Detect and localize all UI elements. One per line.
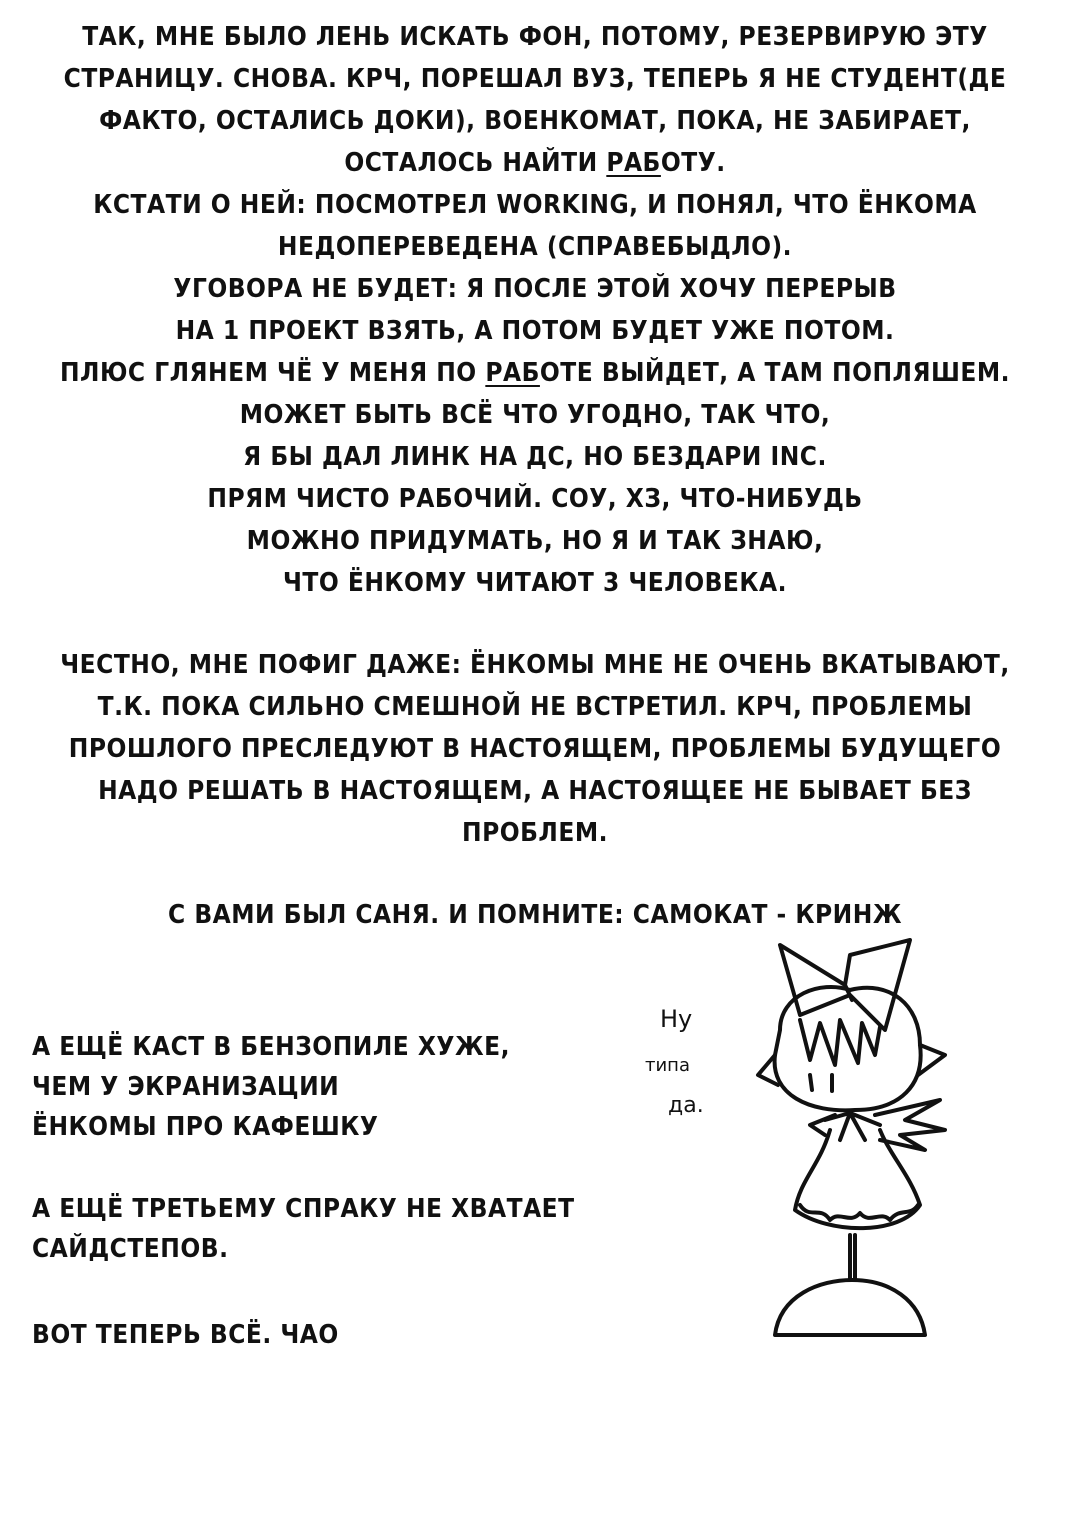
text-line: СТРАНИЦУ. СНОВА. КРЧ, ПОРЕШАЛ ВУЗ, ТЕПЕРЬ Я НЕ СТУДЕНТ(ДЕ xyxy=(63,64,1007,94)
text-line: ЧЕСТНО, МНЕ ПОФИГ ДАЖЕ: ЁНКОМЫ МНЕ НЕ ОЧЕНЬ ВКАТЫВАЮТ, xyxy=(60,650,1010,680)
base-outline xyxy=(775,1280,925,1335)
note-line: ЧЕМ У ЭКРАНИЗАЦИИ xyxy=(32,1072,340,1102)
text-line: НАДО РЕШАТЬ В НАСТОЯЩЕМ, А НАСТОЯЩЕЕ НЕ БЫВАЕТ БЕЗ xyxy=(98,776,972,806)
text-segment: ОТУ. xyxy=(660,148,726,178)
text-line xyxy=(0,146,1070,180)
note-line: А ЕЩЁ КАСТ В БЕНЗОПИЛЕ ХУЖЕ, xyxy=(32,1032,510,1062)
speech-word: да. xyxy=(668,1093,704,1118)
text-line: УГОВОРА НЕ БУДЕТ: Я ПОСЛЕ ЭТОЙ ХОЧУ ПЕРЕРЫВ xyxy=(173,274,897,304)
text-line: НЕДОПЕРЕВЕДЕНА (СПРАВЕБЫДЛО). xyxy=(277,232,793,262)
text-line xyxy=(0,356,1070,390)
speech-word: типа xyxy=(645,1055,690,1076)
text-line: ПРЯМ ЧИСТО РАБОЧИЙ. СОУ, ХЗ, ЧТО-НИБУДЬ xyxy=(207,484,863,514)
text-line: МОЖЕТ БЫТЬ ВСЁ ЧТО УГОДНО, ТАК ЧТО, xyxy=(239,400,831,430)
text-line: ФАКТО, ОСТАЛИСЬ ДОКИ), ВОЕНКОМАТ, ПОКА, НЕ ЗАБИРАЕТ, xyxy=(99,106,971,136)
underlined-text: РАБ xyxy=(485,358,540,388)
text-line: НА 1 ПРОЕКТ ВЗЯТЬ, А ПОТОМ БУДЕТ УЖЕ ПОТОМ. xyxy=(175,316,895,346)
text-line: Я БЫ ДАЛ ЛИНК НА ДС, НО БЕЗДАРИ INC. xyxy=(243,442,827,472)
text-segment: ОТЕ ВЫЙДЕТ, А ТАМ ПОПЛЯШЕМ. xyxy=(539,358,1011,388)
text-line: ЧТО ЁНКОМУ ЧИТАЮТ 3 ЧЕЛОВЕКА. xyxy=(282,568,788,598)
chibi-girl-with-bow-doodle-icon xyxy=(740,935,990,1350)
text-line: ТАК, МНЕ БЫЛО ЛЕНЬ ИСКАТЬ ФОН, ПОТОМУ, РЕЗЕРВИРУЮ ЭТУ xyxy=(82,22,988,52)
note-line: САЙДСТЕПОВ. xyxy=(32,1234,229,1264)
text-segment: ПЛЮС ГЛЯНЕМ ЧЁ У МЕНЯ ПО xyxy=(59,358,486,388)
note-line: ВОТ ТЕПЕРЬ ВСЁ. ЧАО xyxy=(32,1320,339,1350)
signoff-line: С ВАМИ БЫЛ САНЯ. И ПОМНИТЕ: САМОКАТ - КРИНЖ xyxy=(168,900,902,930)
text-line: КСТАТИ О НЕЙ: ПОСМОТРЕЛ WORKING, И ПОНЯЛ, ЧТО ЁНКОМА xyxy=(93,190,977,220)
text-segment: ОСТАЛОСЬ НАЙТИ xyxy=(344,148,607,178)
text-line: Т.К. ПОКА СИЛЬНО СМЕШНОЙ НЕ ВСТРЕТИЛ. КРЧ, ПРОБЛЕМЫ xyxy=(97,692,973,722)
text-line: ПРОШЛОГО ПРЕСЛЕДУЮТ В НАСТОЯЩЕМ, ПРОБЛЕМЫ БУДУЩЕГО xyxy=(68,734,1002,764)
underlined-text: РАБ xyxy=(606,148,661,178)
text-line: МОЖНО ПРИДУМАТЬ, НО Я И ТАК ЗНАЮ, xyxy=(246,526,824,556)
text-line: ПРОБЛЕМ. xyxy=(462,818,608,848)
note-line: А ЕЩЁ ТРЕТЬЕМУ СПРАКУ НЕ ХВАТАЕТ xyxy=(32,1194,575,1224)
speech-word: Ну xyxy=(660,1005,693,1033)
note-line: ЁНКОМЫ ПРО КАФЕШКУ xyxy=(32,1112,379,1142)
